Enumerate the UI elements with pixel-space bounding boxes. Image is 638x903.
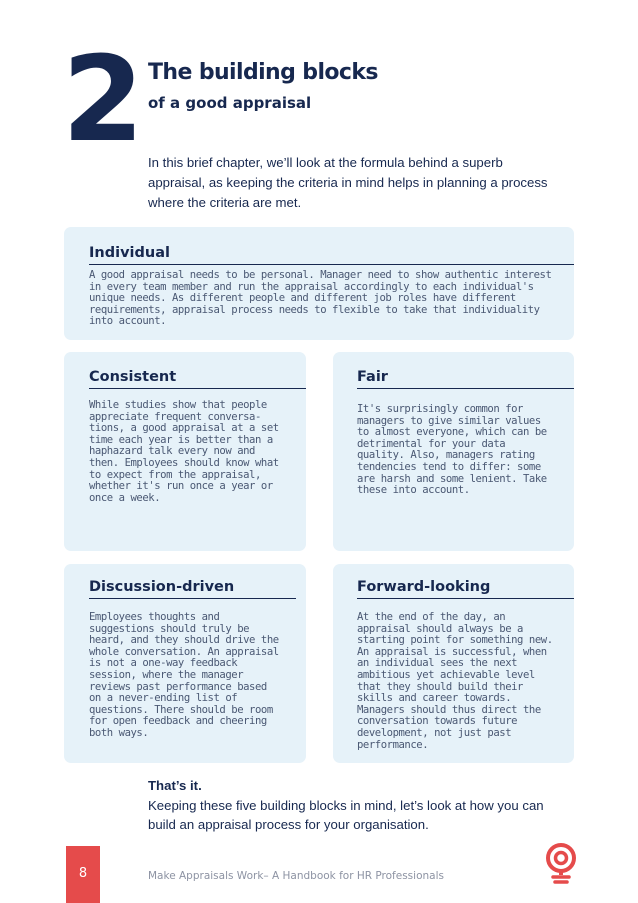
outro-text: Keeping these five building blocks in mind, let’s look at how you can build an appraisal process for your organisation. [148, 798, 544, 832]
card-heading-consistent: Consistent [89, 369, 306, 389]
chapter-number: 2 [62, 30, 141, 168]
card-heading-forward-looking: Forward-looking [357, 579, 574, 599]
card-fair [333, 352, 574, 551]
card-heading-discussion-driven: Discussion-driven [89, 579, 296, 599]
card-discussion-driven [64, 564, 306, 763]
card-body-fair: It's surprisingly common for managers to give similar values to almost everyone, which can be detrimental for your data quality. Also, managers rating tendencies tend to differ: some are harsh and some lenient. Take these into account. [357, 403, 547, 497]
card-body-forward-looking: At the end of the day, an appraisal should always be a starting point for something new. An appraisal is successful, when an individual sees the next ambitious yet achievable level that they should build their skills and career towards. Managers should thus direct the conversation towards future development, not just past performance. [357, 611, 553, 751]
card-body-individual: A good appraisal needs to be personal. Manager need to show authentic interest in every team member and run the appraisal accordingly to each individual's unique needs. As different people and different job roles have different requirements, appraisal process needs to flexible to take that individuality into account. [89, 269, 552, 328]
lightbulb-icon [541, 842, 581, 884]
chapter-subtitle: of a good appraisal [148, 94, 312, 112]
card-heading-fair: Fair [357, 369, 574, 389]
chapter-title: The building blocks [148, 60, 378, 85]
footer-text: Make Appraisals Work– A Handbook for HR Professionals [148, 870, 444, 882]
page-number-tab [66, 846, 100, 903]
card-heading-individual: Individual [89, 245, 574, 265]
card-body-discussion-driven: Employees thoughts and suggestions should truly be heard, and they should drive the whole conversation. An appraisal is not a one-way feedback session, where the manager reviews past performance based on a never-ending list of questions. There should be room for open feedback and cheering both ways. [89, 611, 279, 739]
card-individual [64, 227, 574, 340]
card-consistent [64, 352, 306, 551]
card-forward-looking [333, 564, 574, 763]
outro-title: That’s it. [148, 778, 202, 793]
card-body-consistent: While studies show that people appreciate frequent conversa-tions, a good appraisal at a set time each year is better than a haphazard talk every now and then. Employees should know what to expect from the appraisal, whether it's run once a year or once a week. [89, 399, 279, 504]
chapter-intro: In this brief chapter, we’ll look at the formula behind a superb appraisal, as keeping the criteria in mind helps in planning a process where the criteria are met. [148, 155, 548, 210]
page-number: 8 [78, 866, 88, 881]
